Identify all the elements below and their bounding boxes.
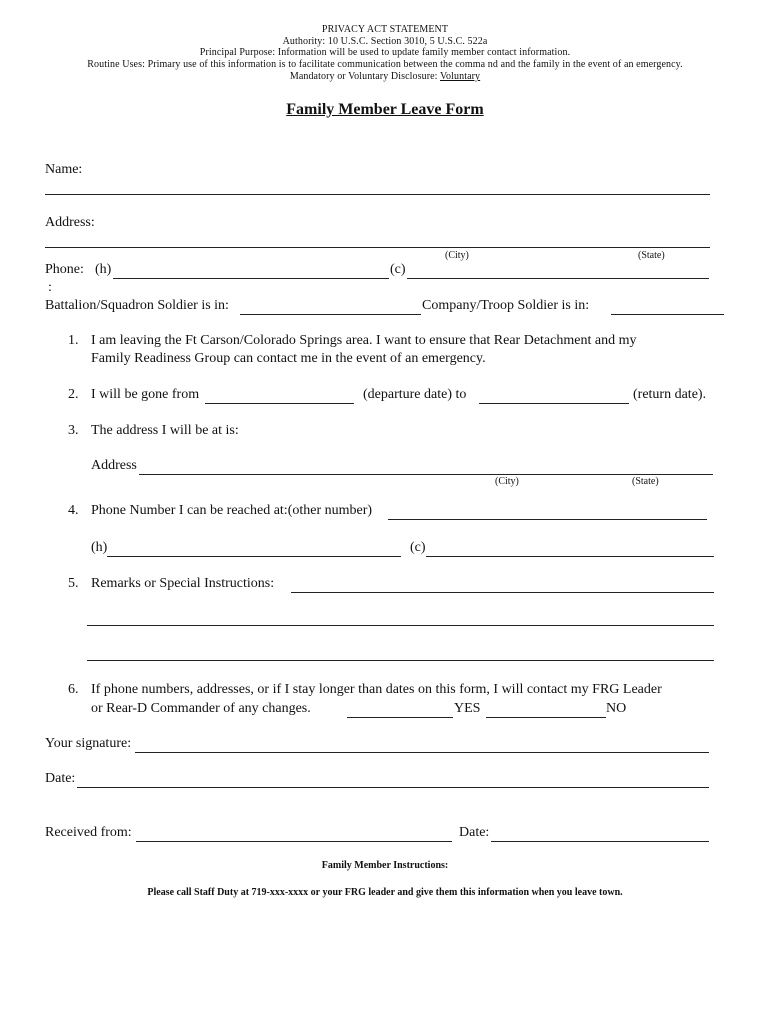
- item4-number: 4.: [68, 503, 79, 518]
- disclosure-value: Voluntary: [439, 71, 481, 82]
- received-from-label: Received from:: [45, 825, 132, 840]
- date-label: Date:: [45, 771, 76, 786]
- privacy-purpose: Principal Purpose: Information will be used to update family member contact information.: [199, 47, 571, 58]
- item3-city-label: (City): [495, 476, 519, 487]
- other-cell-phone-field[interactable]: [426, 540, 714, 557]
- signature-label: Your signature:: [45, 736, 132, 751]
- item6-line2: or Rear-D Commander of any changes.: [91, 701, 311, 716]
- no-label: NO: [606, 701, 627, 716]
- item2-departure-label: (departure date) to: [363, 387, 467, 402]
- instructions-heading: Family Member Instructions:: [321, 860, 449, 871]
- item4-home-label: (h): [91, 540, 108, 555]
- departure-date-field[interactable]: [205, 387, 354, 404]
- privacy-routine: Routine Uses: Primary use of this information is to facilitate communication between the comma nd and the family in the event of an emergency.: [87, 59, 683, 70]
- return-date-field[interactable]: [479, 387, 629, 404]
- form-title: Family Member Leave Form: [286, 101, 484, 118]
- address-field[interactable]: [45, 231, 710, 248]
- yes-label: YES: [454, 701, 481, 716]
- item2-text: I will be gone from: [91, 387, 200, 402]
- disclosure-label: Mandatory or Voluntary Disclosure:: [289, 71, 438, 82]
- address-state-label: (State): [638, 250, 665, 261]
- item3-number: 3.: [68, 423, 79, 438]
- battalion-label: Battalion/Squadron Soldier is in:: [45, 298, 229, 313]
- item2-number: 2.: [68, 387, 79, 402]
- phone-home-field[interactable]: [113, 262, 389, 279]
- phone-cell-field[interactable]: [407, 262, 709, 279]
- received-date-field[interactable]: [491, 825, 709, 842]
- company-field[interactable]: [611, 298, 724, 315]
- instructions-text: Please call Staff Duty at 719-xxx-xxxx or your FRG leader and give them this information when you leave town.: [147, 887, 623, 898]
- item6-line1: If phone numbers, addresses, or if I stay longer than dates on this form, I will contact my FRG Leader: [91, 682, 662, 697]
- item4-cell-label: (c): [410, 540, 426, 555]
- item3-state-label: (State): [632, 476, 659, 487]
- signature-field[interactable]: [135, 736, 709, 753]
- item1-line1: I am leaving the Ft Carson/Colorado Springs area. I want to ensure that Rear Detachment and my: [91, 333, 637, 348]
- privacy-heading: PRIVACY ACT STATEMENT: [321, 24, 449, 35]
- item5-text: Remarks or Special Instructions:: [91, 576, 275, 591]
- item1-line2: Family Readiness Group can contact me in the event of an emergency.: [91, 351, 486, 366]
- address-label: Address:: [45, 215, 95, 230]
- item2-return-label: (return date).: [633, 387, 707, 402]
- remarks-field-1[interactable]: [291, 576, 714, 593]
- no-field[interactable]: [486, 701, 606, 718]
- item1-number: 1.: [68, 333, 79, 348]
- item6-number: 6.: [68, 682, 79, 697]
- address-city-label: (City): [445, 250, 469, 261]
- name-field[interactable]: [45, 178, 710, 195]
- name-label: Name:: [45, 162, 83, 177]
- remarks-field-3[interactable]: [87, 644, 714, 661]
- other-number-field[interactable]: [388, 503, 707, 520]
- phone-label: Phone:: [45, 262, 84, 277]
- date-field[interactable]: [77, 771, 709, 788]
- other-home-phone-field[interactable]: [107, 540, 401, 557]
- item3-text: The address I will be at is:: [91, 423, 239, 438]
- item3-address-label: Address: [91, 458, 137, 473]
- item4-text: Phone Number I can be reached at:(other number): [91, 503, 373, 518]
- phone-home-label: (h): [95, 262, 112, 277]
- phone-cell-label: (c): [390, 262, 406, 277]
- stray-colon: :: [48, 280, 52, 295]
- received-date-label: Date:: [459, 825, 490, 840]
- privacy-authority: Authority: 10 U.S.C. Section 3010, 5 U.S.C. 522a: [282, 36, 488, 47]
- privacy-disclosure: [0, 71, 770, 82]
- received-from-field[interactable]: [136, 825, 452, 842]
- company-label: Company/Troop Soldier is in:: [422, 298, 590, 313]
- leave-address-field[interactable]: [139, 458, 713, 475]
- battalion-field[interactable]: [240, 298, 421, 315]
- item5-number: 5.: [68, 576, 79, 591]
- yes-field[interactable]: [347, 701, 453, 718]
- remarks-field-2[interactable]: [87, 609, 714, 626]
